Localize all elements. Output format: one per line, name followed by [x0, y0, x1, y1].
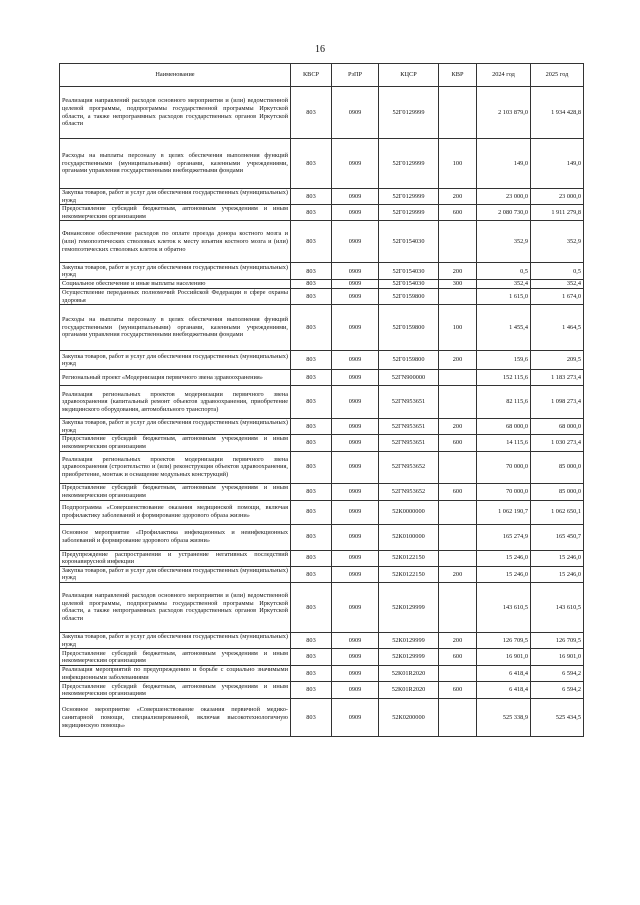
table-row	[60, 451, 584, 483]
row-kcsr: 52К0129999	[379, 582, 439, 632]
header-name: Наименование	[60, 64, 291, 87]
row-rzpr: 0909	[332, 632, 379, 648]
row-rzpr: 0909	[332, 280, 379, 289]
table-row	[60, 666, 584, 682]
row-name: Предупреждение распространения и устранение негативных последствий коронавирусной инфекции	[60, 550, 291, 566]
row-kvr	[439, 699, 477, 737]
header-rzpr: РзПР	[332, 64, 379, 87]
row-kcsr: 52К0122150	[379, 566, 439, 582]
table-row	[60, 221, 584, 263]
row-amount-2024: 352,4	[477, 280, 531, 289]
row-amount-2025: 1 674,0	[531, 288, 584, 304]
row-amount-2024: 6 418,4	[477, 666, 531, 682]
row-rzpr: 0909	[332, 483, 379, 500]
table-row	[60, 205, 584, 221]
row-amount-2025: 525 434,5	[531, 699, 584, 737]
table-row	[60, 280, 584, 289]
row-amount-2025: 6 594,2	[531, 666, 584, 682]
row-rzpr: 0909	[332, 305, 379, 351]
row-kvsr: 803	[291, 87, 332, 139]
row-kvr: 200	[439, 351, 477, 370]
table-row	[60, 370, 584, 386]
row-name: Финансовое обеспечение расходов по оплате проезда донора костного мозга и (или) гемопоэтических стволовых клеток к месту изъятия костного мозга и (или) гемопоэтических стволовых клеток и обратно	[60, 221, 291, 263]
row-name: Социальное обеспечение и иные выплаты населению	[60, 280, 291, 289]
row-amount-2024: 70 000,0	[477, 451, 531, 483]
row-amount-2025: 6 594,2	[531, 682, 584, 699]
row-kvr	[439, 221, 477, 263]
row-kvsr: 803	[291, 386, 332, 419]
row-kcsr: 52ГN953651	[379, 419, 439, 435]
row-kcsr: 52ГN953652	[379, 451, 439, 483]
row-kvr: 600	[439, 205, 477, 221]
table-row	[60, 288, 584, 304]
row-kvr	[439, 386, 477, 419]
row-amount-2025: 1 911 279,8	[531, 205, 584, 221]
row-name: Предоставление субсидий бюджетным, автономным учреждениям и иным некоммерческим организациям	[60, 649, 291, 666]
row-amount-2024: 525 338,9	[477, 699, 531, 737]
row-rzpr: 0909	[332, 582, 379, 632]
row-kcsr: 52ГN953651	[379, 386, 439, 419]
row-amount-2024: 165 274,9	[477, 524, 531, 550]
row-rzpr: 0909	[332, 263, 379, 280]
row-kvsr: 803	[291, 435, 332, 451]
row-kcsr: 52К0122150	[379, 550, 439, 566]
row-name: Реализация направлений расходов основного мероприятия и (или) ведомственной целевой программы, подпрограммы государственной программы Иркутской области, а также непрограммных расходов государственных органов Иркутской области	[60, 582, 291, 632]
row-name: Закупка товаров, работ и услуг для обеспечения государственных (муниципальных) нужд	[60, 566, 291, 582]
table-row	[60, 386, 584, 419]
row-kvr: 200	[439, 263, 477, 280]
table-row	[60, 582, 584, 632]
table-row	[60, 351, 584, 370]
row-kvsr: 803	[291, 419, 332, 435]
table-row	[60, 550, 584, 566]
row-kcsr: 52К0200000	[379, 699, 439, 737]
budget-table	[59, 63, 584, 737]
row-kvr: 200	[439, 566, 477, 582]
row-amount-2025: 352,9	[531, 221, 584, 263]
row-name: Реализация региональных проектов модернизации первичного звена здравоохранения (капитальный ремонт объектов здравоохранения, приобретение медицинского оборудования, автомобильного транспорта)	[60, 386, 291, 419]
row-kvsr: 803	[291, 682, 332, 699]
row-kvsr: 803	[291, 500, 332, 524]
row-amount-2025: 85 000,0	[531, 483, 584, 500]
row-amount-2024: 23 000,0	[477, 189, 531, 205]
row-kvsr: 803	[291, 305, 332, 351]
table-row	[60, 419, 584, 435]
row-kvr	[439, 370, 477, 386]
row-amount-2025: 209,5	[531, 351, 584, 370]
table-header-row	[60, 64, 584, 87]
row-name: Предоставление субсидий бюджетным, автономным учреждениям и иным некоммерческим организациям	[60, 205, 291, 221]
row-kcsr: 52Г0154030	[379, 280, 439, 289]
row-amount-2025: 0,5	[531, 263, 584, 280]
row-kvsr: 803	[291, 205, 332, 221]
row-amount-2024: 1 455,4	[477, 305, 531, 351]
row-kvsr: 803	[291, 649, 332, 666]
header-kcsr: КЦСР	[379, 64, 439, 87]
row-kvsr: 803	[291, 288, 332, 304]
row-rzpr: 0909	[332, 524, 379, 550]
row-kvr	[439, 666, 477, 682]
row-amount-2024: 1 615,0	[477, 288, 531, 304]
row-name: Реализация региональных проектов модернизации первичного звена здравоохранения (строительство и (или) реконструкция объектов здравоохранения, приобретение, монтаж и оснащение модульных конструкций)	[60, 451, 291, 483]
row-name: Реализация направлений расходов основного мероприятия и (или) ведомственной целевой программы, подпрограммы государственной программы Иркутской области, а также непрограммных расходов государственных органов Иркутской области	[60, 87, 291, 139]
row-kcsr: 52ГN900000	[379, 370, 439, 386]
row-kcsr: 52К01R2020	[379, 666, 439, 682]
row-kvr	[439, 524, 477, 550]
row-kvsr: 803	[291, 699, 332, 737]
row-kvr: 600	[439, 435, 477, 451]
row-kvsr: 803	[291, 666, 332, 682]
row-kcsr: 52Г0159800	[379, 351, 439, 370]
row-kcsr: 52Г0129999	[379, 87, 439, 139]
row-kcsr: 52К0129999	[379, 632, 439, 648]
row-amount-2024: 149,0	[477, 139, 531, 189]
row-kvr: 600	[439, 682, 477, 699]
row-rzpr: 0909	[332, 221, 379, 263]
row-name: Осуществление переданных полномочий Российской Федерации в сфере охраны здоровья	[60, 288, 291, 304]
table-row	[60, 139, 584, 189]
row-amount-2025: 1 934 428,8	[531, 87, 584, 139]
row-amount-2025: 149,0	[531, 139, 584, 189]
row-rzpr: 0909	[332, 139, 379, 189]
row-amount-2025: 15 246,0	[531, 566, 584, 582]
row-rzpr: 0909	[332, 435, 379, 451]
row-kvr: 100	[439, 305, 477, 351]
row-amount-2024: 1 062 190,7	[477, 500, 531, 524]
row-amount-2024: 143 610,5	[477, 582, 531, 632]
row-kvr	[439, 582, 477, 632]
row-amount-2024: 68 000,0	[477, 419, 531, 435]
row-kvsr: 803	[291, 451, 332, 483]
row-amount-2024: 82 115,6	[477, 386, 531, 419]
row-kvr	[439, 500, 477, 524]
table-row	[60, 435, 584, 451]
row-kvsr: 803	[291, 221, 332, 263]
row-amount-2025: 68 000,0	[531, 419, 584, 435]
row-name: Региональный проект «Модернизация первичного звена здравоохранения»	[60, 370, 291, 386]
row-rzpr: 0909	[332, 682, 379, 699]
row-kvr	[439, 550, 477, 566]
row-amount-2025: 143 610,5	[531, 582, 584, 632]
row-amount-2025: 23 000,0	[531, 189, 584, 205]
row-amount-2025: 1 098 273,4	[531, 386, 584, 419]
row-amount-2025: 15 246,0	[531, 550, 584, 566]
row-kcsr: 52Г0129999	[379, 205, 439, 221]
row-rzpr: 0909	[332, 419, 379, 435]
row-amount-2024: 16 901,0	[477, 649, 531, 666]
header-2025: 2025 год	[531, 64, 584, 87]
row-amount-2024: 15 246,0	[477, 550, 531, 566]
row-name: Закупка товаров, работ и услуг для обеспечения государственных (муниципальных) нужд	[60, 189, 291, 205]
row-kcsr: 52Г0129999	[379, 139, 439, 189]
row-kvsr: 803	[291, 263, 332, 280]
row-kcsr: 52К0100000	[379, 524, 439, 550]
table-row	[60, 699, 584, 737]
table-body	[60, 87, 584, 737]
row-kcsr: 52Г0159800	[379, 305, 439, 351]
row-rzpr: 0909	[332, 649, 379, 666]
row-rzpr: 0909	[332, 550, 379, 566]
table-row	[60, 649, 584, 666]
row-kcsr: 52Г0129999	[379, 189, 439, 205]
row-amount-2024: 15 246,0	[477, 566, 531, 582]
row-kvr: 200	[439, 419, 477, 435]
table-row	[60, 500, 584, 524]
row-amount-2024: 70 000,0	[477, 483, 531, 500]
row-kcsr: 52Г0159800	[379, 288, 439, 304]
row-kvr: 200	[439, 189, 477, 205]
table-row	[60, 483, 584, 500]
row-name: Реализация мероприятий по предупреждению и борьбе с социально значимыми инфекционными заболеваниями	[60, 666, 291, 682]
row-kvr: 600	[439, 483, 477, 500]
row-kvsr: 803	[291, 483, 332, 500]
row-kvr	[439, 451, 477, 483]
header-2024: 2024 год	[477, 64, 531, 87]
row-rzpr: 0909	[332, 288, 379, 304]
row-name: Закупка товаров, работ и услуг для обеспечения государственных (муниципальных) нужд	[60, 632, 291, 648]
row-rzpr: 0909	[332, 370, 379, 386]
page-number: 16	[315, 44, 325, 55]
row-kvsr: 803	[291, 550, 332, 566]
table-row	[60, 566, 584, 582]
row-kcsr: 52К0129999	[379, 649, 439, 666]
row-name: Подпрограмма «Совершенствование оказания медицинской помощи, включая профилактику заболеваний и формирование здорового образа жизни»	[60, 500, 291, 524]
row-kcsr: 52ГN953652	[379, 483, 439, 500]
row-rzpr: 0909	[332, 500, 379, 524]
row-name: Основное мероприятие «Профилактика инфекционных и неинфекционных заболеваний и формирование здорового образа жизни»	[60, 524, 291, 550]
row-amount-2025: 352,4	[531, 280, 584, 289]
row-amount-2025: 16 901,0	[531, 649, 584, 666]
row-kvsr: 803	[291, 189, 332, 205]
header-kvsr: КВСР	[291, 64, 332, 87]
row-name: Расходы на выплаты персоналу в целях обеспечения выполнения функций государственными (муниципальными) органами, казенными учреждениями, органами управления государственными внебюджетными фондами	[60, 139, 291, 189]
row-kcsr: 52Г0154030	[379, 221, 439, 263]
row-rzpr: 0909	[332, 351, 379, 370]
table-row	[60, 524, 584, 550]
row-amount-2024: 0,5	[477, 263, 531, 280]
row-name: Закупка товаров, работ и услуг для обеспечения государственных (муниципальных) нужд	[60, 419, 291, 435]
table-row	[60, 189, 584, 205]
row-kvsr: 803	[291, 566, 332, 582]
row-kvsr: 803	[291, 632, 332, 648]
row-kvsr: 803	[291, 370, 332, 386]
row-rzpr: 0909	[332, 566, 379, 582]
row-kvr: 300	[439, 280, 477, 289]
row-amount-2024: 352,9	[477, 221, 531, 263]
row-kvr: 600	[439, 649, 477, 666]
row-amount-2024: 2 103 879,0	[477, 87, 531, 139]
row-kvsr: 803	[291, 351, 332, 370]
row-kvsr: 803	[291, 280, 332, 289]
row-name: Основное мероприятие «Совершенствование оказания первичной медико-санитарной помощи, специализированной, включая высокотехнологичную медицинскую помощь»	[60, 699, 291, 737]
row-rzpr: 0909	[332, 205, 379, 221]
table-row	[60, 87, 584, 139]
row-amount-2025: 126 709,5	[531, 632, 584, 648]
row-kcsr: 52К01R2020	[379, 682, 439, 699]
row-rzpr: 0909	[332, 189, 379, 205]
row-kvr	[439, 288, 477, 304]
row-kvsr: 803	[291, 139, 332, 189]
row-rzpr: 0909	[332, 87, 379, 139]
row-name: Закупка товаров, работ и услуг для обеспечения государственных (муниципальных) нужд	[60, 351, 291, 370]
row-amount-2025: 1 062 650,1	[531, 500, 584, 524]
table-row	[60, 305, 584, 351]
row-rzpr: 0909	[332, 451, 379, 483]
row-kvr	[439, 87, 477, 139]
row-amount-2025: 165 450,7	[531, 524, 584, 550]
row-kvr: 200	[439, 632, 477, 648]
row-rzpr: 0909	[332, 699, 379, 737]
row-amount-2024: 159,6	[477, 351, 531, 370]
row-amount-2024: 6 418,4	[477, 682, 531, 699]
row-kcsr: 52Г0154030	[379, 263, 439, 280]
row-amount-2024: 14 115,6	[477, 435, 531, 451]
row-name: Предоставление субсидий бюджетным, автономным учреждениям и иным некоммерческим организациям	[60, 435, 291, 451]
row-rzpr: 0909	[332, 386, 379, 419]
row-amount-2025: 1 464,5	[531, 305, 584, 351]
row-kvr: 100	[439, 139, 477, 189]
row-rzpr: 0909	[332, 666, 379, 682]
row-amount-2024: 126 709,5	[477, 632, 531, 648]
row-name: Предоставление субсидий бюджетным, автономным учреждениям и иным некоммерческим организациям	[60, 682, 291, 699]
row-kvsr: 803	[291, 524, 332, 550]
row-kcsr: 52ГN953651	[379, 435, 439, 451]
row-amount-2024: 152 115,6	[477, 370, 531, 386]
row-name: Закупка товаров, работ и услуг для обеспечения государственных (муниципальных) нужд	[60, 263, 291, 280]
row-name: Расходы на выплаты персоналу в целях обеспечения выполнения функций государственными (муниципальными) органами, казенными учреждениями, органами управления государственными внебюджетными фондами	[60, 305, 291, 351]
row-kcsr: 52К0000000	[379, 500, 439, 524]
table-row	[60, 682, 584, 699]
table-row	[60, 263, 584, 280]
row-amount-2024: 2 080 730,0	[477, 205, 531, 221]
row-amount-2025: 1 030 273,4	[531, 435, 584, 451]
row-amount-2025: 1 183 273,4	[531, 370, 584, 386]
row-amount-2025: 85 000,0	[531, 451, 584, 483]
row-kvsr: 803	[291, 582, 332, 632]
table-row	[60, 632, 584, 648]
row-name: Предоставление субсидий бюджетным, автономным учреждениям и иным некоммерческим организациям	[60, 483, 291, 500]
header-kvr: КВР	[439, 64, 477, 87]
